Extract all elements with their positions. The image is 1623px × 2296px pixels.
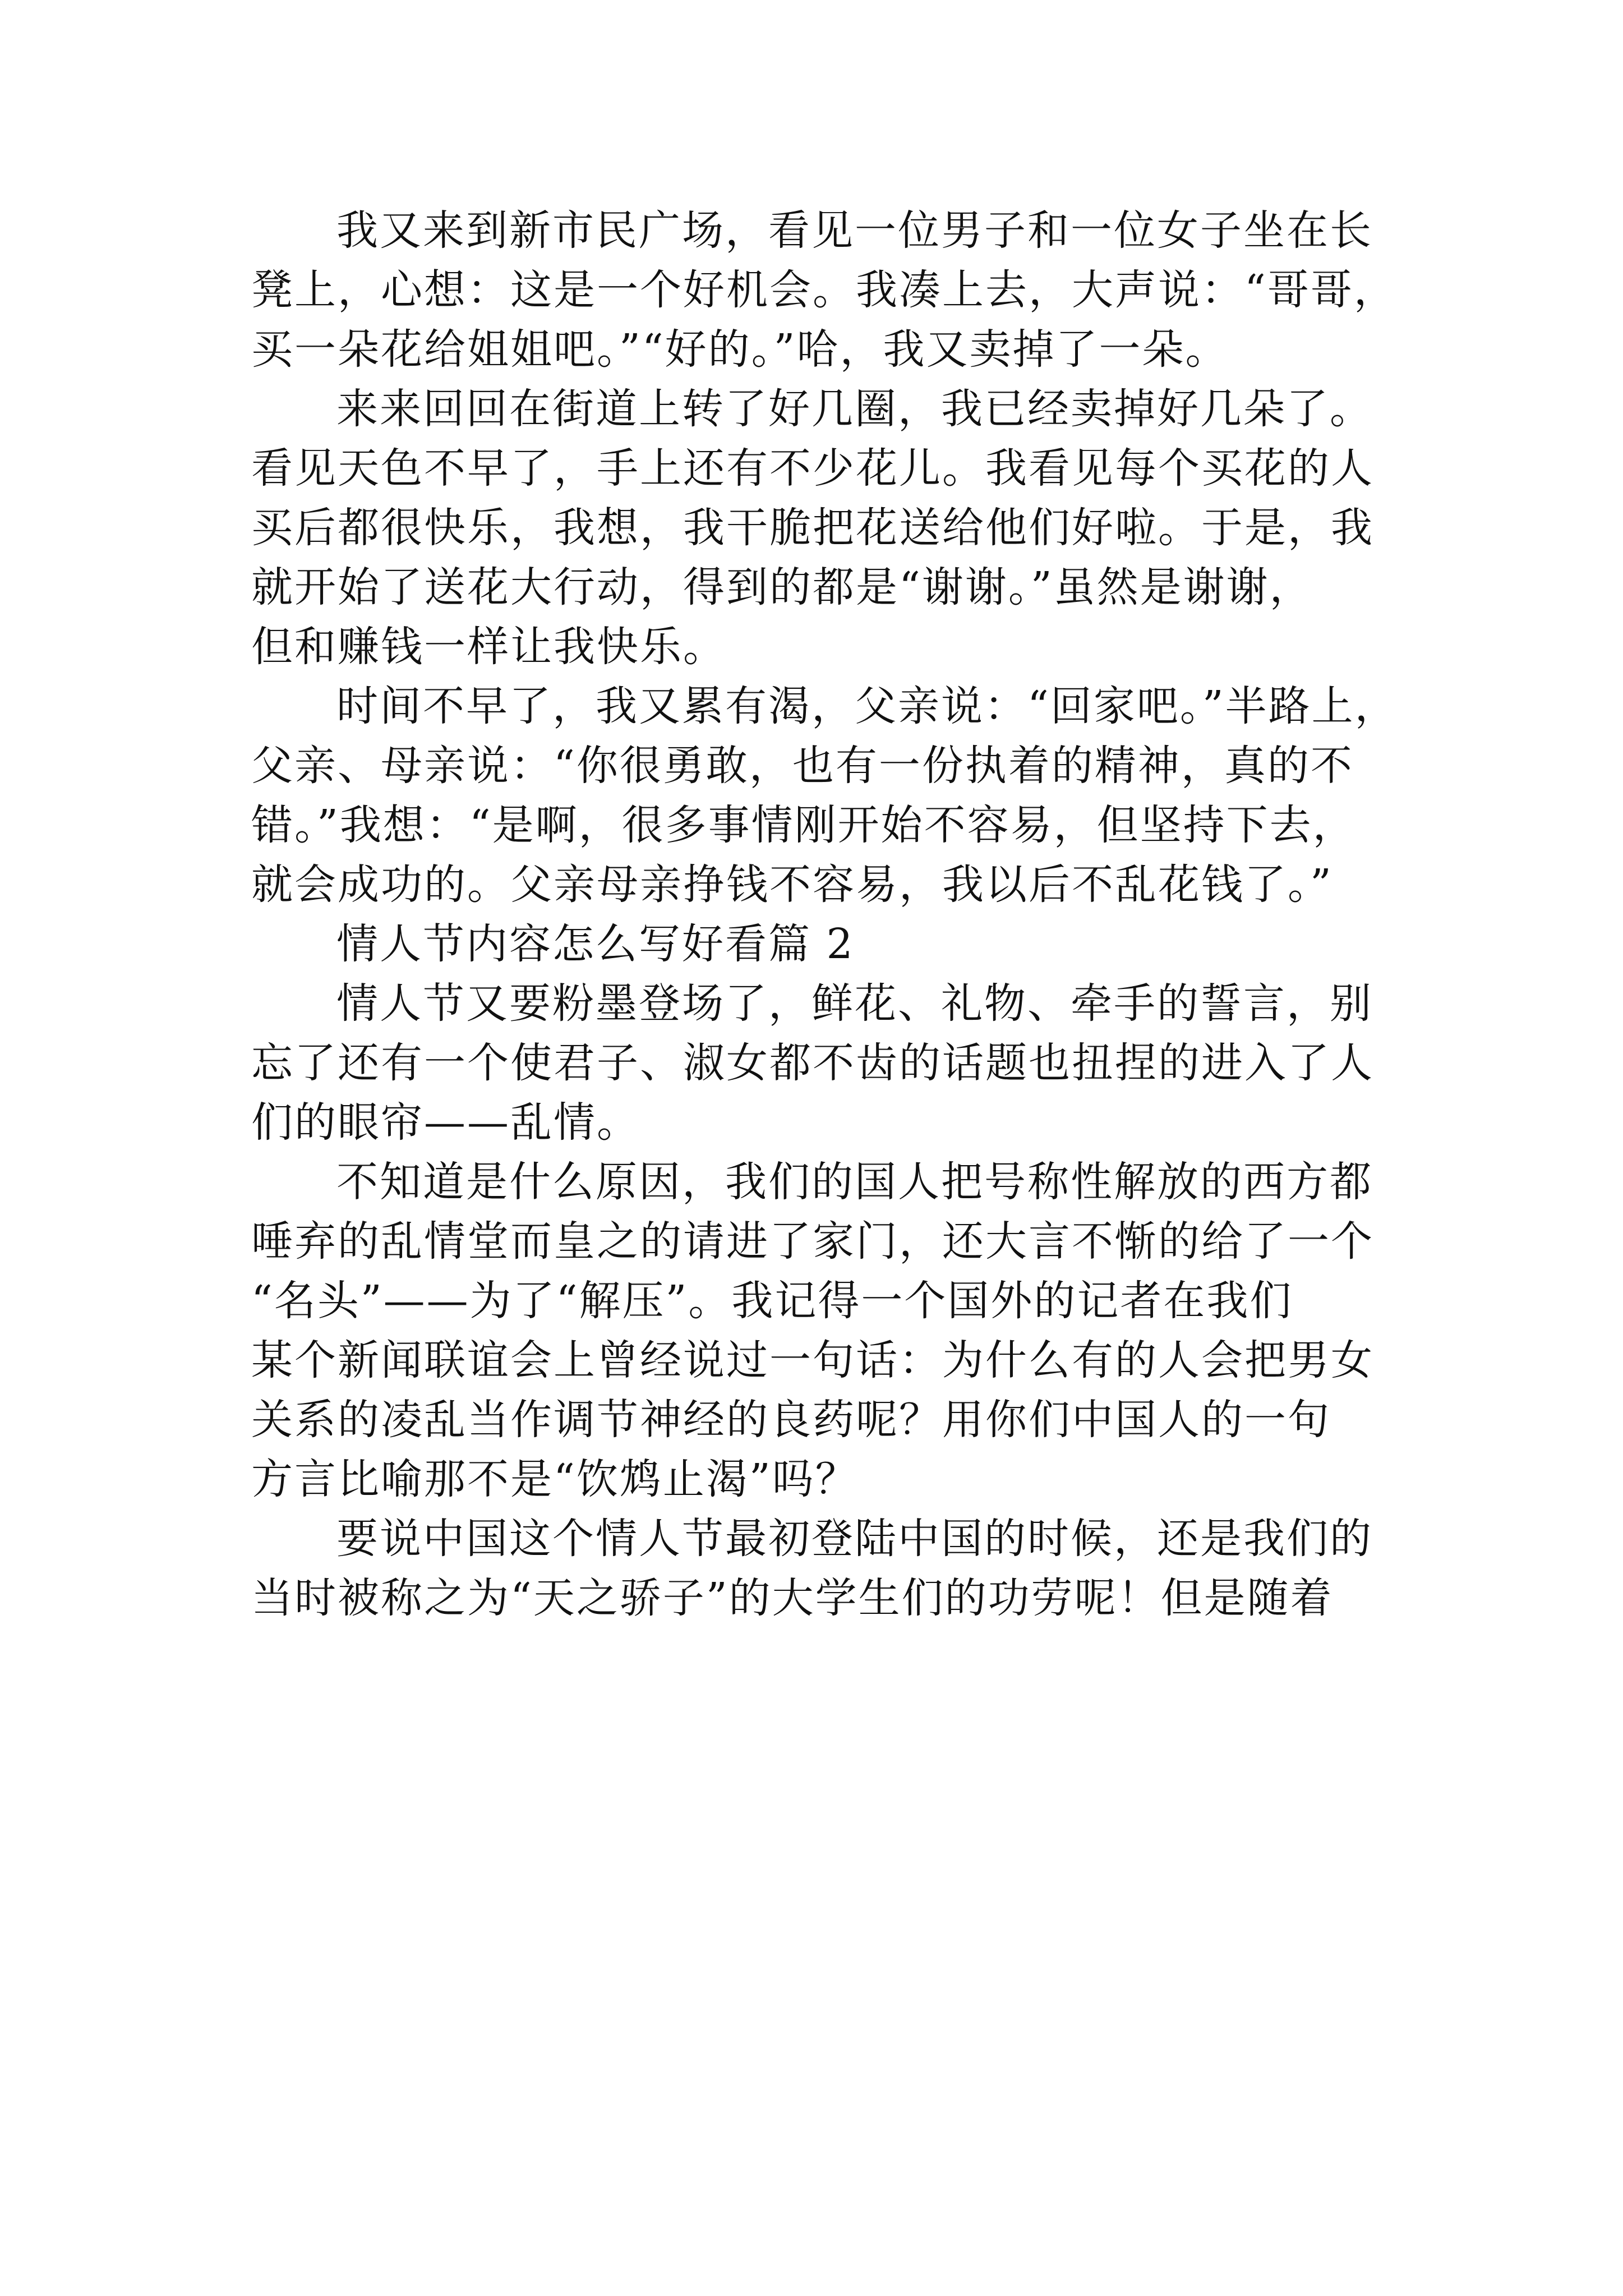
text-line: 方言比喻那不是“饮鸩止渴”吗？ [251,1455,859,1503]
text-line: 就会成功的。父亲母亲挣钱不容易，我以后不乱花钱了。” [251,861,1333,909]
text-line: 就开始了送花大行动，得到的都是“谢谢。”虽然是谢谢， [251,563,1313,611]
paragraph [251,201,1397,379]
document-body [251,201,1398,1628]
text-line: 关系的凌乱当作调节神经的良药呢？用你们中国人的一句 [251,1396,1331,1444]
section-heading [251,914,1373,974]
text-line: 忘了还有一个使君子、淑女都不齿的话题也扭捏的进入了人 [251,1039,1374,1087]
text-line: 看见天色不早了，手上还有不少花儿。我看见每个买花的人 [251,444,1374,493]
text-line: 时间不早了，我又累有渴，父亲说：“回家吧。”半路上， [336,682,1398,730]
text-line: 某个新闻联谊会上曾经说过一句话：为什么有的人会把男女 [251,1336,1374,1384]
paragraph [251,379,1373,677]
text-line: 我又来到新市民广场，看见一位男子和一位女子坐在长 [336,206,1373,255]
heading-text: 情人节内容怎么写好看篇 2 [336,920,855,968]
text-line: 情人节又要粉墨登场了，鲜花、礼物、牵手的誓言，别 [336,979,1373,1028]
text-line: 但和赚钱一样让我快乐。 [251,623,726,671]
text-line: “名头”——为了“解压”。我记得一个国外的记者在我们 [251,1277,1293,1325]
text-line: 唾弃的乱情堂而皇之的请进了家门，还大言不惭的给了一个 [251,1217,1374,1266]
text-line: 买后都很快乐，我想，我干脆把花送给他们好啦。于是，我 [251,504,1374,552]
text-line: 错。”我想：“是啊，很多事情刚开始不容易，但坚持下去， [251,801,1356,849]
text-line: 要说中国这个情人节最初登陆中国的时候，还是我们的 [336,1515,1373,1563]
text-line: 来来回回在街道上转了好几圈，我已经卖掉好几朵了。 [336,385,1373,433]
paragraph [251,1152,1373,1509]
paragraph [251,677,1398,914]
text-line: 不知道是什么原因，我们的国人把号称性解放的西方都 [336,1158,1373,1206]
text-line: 当时被称之为“天之骄子”的大学生们的功劳呢！但是随着 [251,1574,1334,1622]
paragraph [251,974,1373,1152]
text-line: 凳上，心想：这是一个好机会。我凑上去，大声说：“哥哥， [251,266,1397,314]
text-line: 买一朵花给姐姐吧。”“好的。”哈，我又卖掉了一朵。 [251,325,1229,374]
text-line: 父亲、母亲说：“你很勇敢，也有一份执着的精神，真的不 [251,742,1354,790]
paragraph [251,1509,1373,1628]
text-line: 们的眼帘——乱情。 [251,1098,640,1147]
